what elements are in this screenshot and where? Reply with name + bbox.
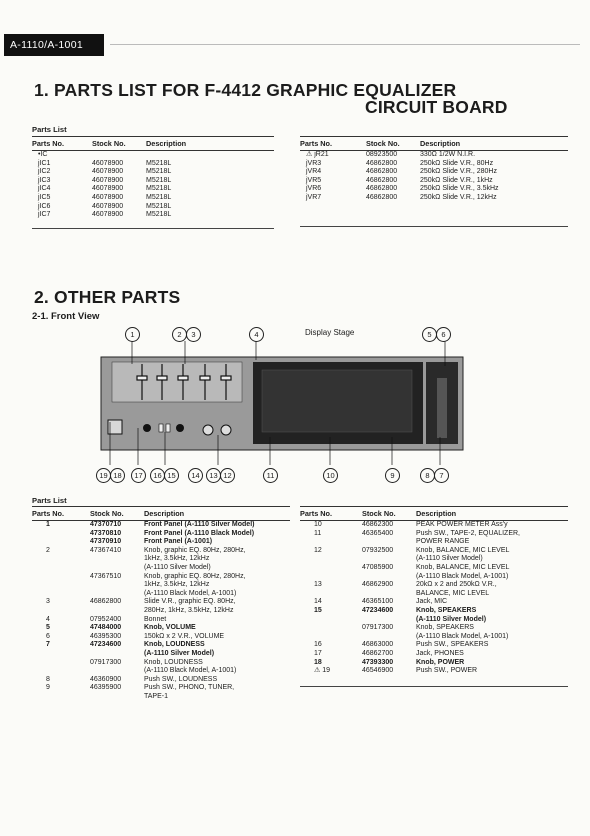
- parts-no-cell: 3: [46, 598, 50, 606]
- table-row: [300, 547, 568, 556]
- table-row: [32, 203, 274, 212]
- description-cell: Knob, BALANCE, MIC LEVEL: [416, 563, 510, 571]
- parts-no-cell: [32, 693, 90, 702]
- mic-level-knob: [221, 425, 231, 435]
- description-cell: Push SW., PHONO, TUNER,: [144, 684, 235, 692]
- col-parts-no: Parts No.: [300, 137, 366, 151]
- table-row: [32, 530, 290, 539]
- description-cell: Knob, VOLUME: [144, 624, 196, 632]
- callout-12: 12: [220, 468, 235, 483]
- table-row: [300, 185, 568, 194]
- stock-no-cell: 46365100: [362, 598, 394, 606]
- stock-no-cell: 46862800: [366, 176, 398, 184]
- stock-no-cell: [90, 581, 144, 590]
- parts-no-cell: 8: [46, 675, 50, 683]
- description-cell: 250kΩ Slide V.R., 280Hz: [420, 168, 497, 176]
- callout-17: 17: [131, 468, 146, 483]
- description-cell: Slide V.R., graphic EQ. 80Hz,: [144, 598, 236, 606]
- stock-no-cell: [90, 650, 144, 659]
- description-cell: Front Panel (A-1110 Silver Model): [144, 521, 255, 528]
- stock-no-cell: 46078900: [92, 168, 124, 176]
- table-row: [32, 667, 290, 676]
- description-cell: (A-1110 Black Model, A-1001): [416, 632, 509, 640]
- description-cell: PEAK POWER METER Ass'y: [416, 521, 508, 528]
- parts-no-cell: jVR7: [306, 193, 322, 201]
- parts-no-cell: 5: [46, 624, 50, 632]
- callout-13: 13: [206, 468, 221, 483]
- col-stock-no: Stock No.: [92, 137, 146, 151]
- stock-no-cell: 46078900: [92, 176, 124, 184]
- stock-no-cell: 07917300: [90, 658, 122, 666]
- table-row: [300, 641, 568, 650]
- description-cell: 150kΩ x 2 V.R., VOLUME: [144, 632, 225, 640]
- description-cell: (A-1110 Black Model, A-1001): [144, 589, 237, 597]
- table-row: [300, 667, 568, 676]
- description-cell: POWER RANGE: [416, 538, 470, 546]
- parts-no-cell: [32, 659, 90, 668]
- description-cell: Push SW., POWER: [416, 667, 478, 675]
- table-row: [300, 650, 568, 659]
- parts-no-cell: 1: [46, 521, 50, 528]
- parts-no-cell: [300, 633, 362, 642]
- table-row: [32, 564, 290, 573]
- description-cell: (A-1110 Silver Model): [416, 555, 483, 563]
- parts-no-cell: ⚠ 19: [314, 667, 331, 675]
- description-cell: Jack, MIC: [416, 598, 448, 606]
- description-cell: Knob, LOUDNESS: [144, 641, 205, 649]
- table-row: [32, 641, 290, 650]
- peak-power-meter: [262, 370, 412, 432]
- callout-8: 8: [420, 468, 435, 483]
- stock-no-cell: [362, 555, 416, 564]
- stock-no-cell: 46546900: [362, 667, 394, 675]
- parts-no-cell: [300, 538, 362, 547]
- parts-no-cell: 15: [314, 606, 322, 614]
- section2-right-rule: [300, 686, 568, 687]
- table-row: [300, 573, 568, 582]
- table-row: [32, 573, 290, 582]
- stock-no-cell: 47370910: [90, 538, 122, 546]
- parts-no-cell: 9: [46, 684, 50, 692]
- callout-2: 2: [172, 327, 187, 342]
- col-parts-no: Parts No.: [300, 507, 362, 521]
- parts-no-cell: 16: [314, 641, 322, 649]
- stock-no-cell: 46078900: [92, 211, 124, 219]
- description-cell: 20kΩ x 2 and 250kΩ V.R.,: [416, 581, 497, 589]
- table-row: [300, 168, 568, 177]
- table-row: [32, 616, 290, 625]
- description-cell: Knob, BALANCE, MIC LEVEL: [416, 546, 510, 554]
- table-row: [32, 160, 274, 169]
- parts-no-cell: jVR6: [306, 185, 322, 193]
- stock-no-cell: 08923500: [366, 151, 398, 158]
- stock-no-cell: 07917300: [362, 624, 394, 632]
- description-cell: M5218L: [146, 202, 172, 210]
- parts-no-cell: [32, 573, 90, 582]
- description-cell: Knob, graphic EQ. 80Hz, 280Hz,: [144, 572, 246, 580]
- table-row: [32, 211, 274, 220]
- description-cell: 1kHz, 3.5kHz, 12kHz: [144, 581, 210, 589]
- description-cell: Front Panel (A-1001): [144, 538, 213, 546]
- stock-no-cell: [90, 590, 144, 599]
- stock-no-cell: 07952400: [90, 615, 122, 623]
- description-cell: (A-1110 Black Model, A-1001): [144, 667, 237, 675]
- stock-no-cell: 47085900: [362, 563, 394, 571]
- parts-no-cell: [32, 530, 90, 539]
- callout-15: 15: [164, 468, 179, 483]
- col-parts-no: Parts No.: [32, 137, 92, 151]
- stock-no-cell: 47367510: [90, 572, 122, 580]
- section1-left-rule: [32, 228, 274, 229]
- callout-9: 9: [385, 468, 400, 483]
- col-stock-no: Stock No.: [90, 507, 144, 521]
- table-row: [32, 607, 290, 616]
- front-view-diagram: [90, 322, 490, 486]
- parts-no-cell: 7: [46, 641, 50, 649]
- stock-no-cell: [362, 538, 416, 547]
- stock-no-cell: 47393300: [362, 658, 394, 666]
- stock-no-cell: [90, 555, 144, 564]
- parts-no-cell: [32, 564, 90, 573]
- table-row: [32, 633, 290, 642]
- table-row: [32, 590, 290, 599]
- parts-no-cell: 4: [46, 615, 50, 623]
- stock-no-cell: 46862300: [362, 521, 394, 528]
- table-row: [300, 564, 568, 573]
- description-cell: 250kΩ Slide V.R., 1kHz: [420, 176, 493, 184]
- stock-no-cell: [362, 573, 416, 582]
- parts-no-cell: [32, 650, 90, 659]
- parts-no-cell: [300, 573, 362, 582]
- description-cell: M5218L: [146, 211, 172, 219]
- description-cell: TAPE-1: [144, 692, 168, 700]
- table-row: [300, 521, 568, 530]
- stock-no-cell: 46078900: [92, 159, 124, 167]
- table-row: [32, 693, 290, 702]
- parts-no-cell: 17: [314, 649, 322, 657]
- table-row: [300, 160, 568, 169]
- parts-no-cell: ⚠ jR21: [306, 151, 329, 158]
- description-cell: Knob, SPEAKERS: [416, 606, 477, 614]
- stock-no-cell: 46862800: [90, 598, 122, 606]
- parts-no-cell: jIC7: [38, 211, 51, 219]
- stock-no-cell: 47234600: [90, 641, 122, 649]
- description-cell: Front Panel (A-1110 Black Model): [144, 529, 255, 537]
- stock-no-cell: 46862900: [362, 581, 394, 589]
- table-row: [300, 607, 568, 616]
- description-cell: 330Ω 1/2W N.I.R.: [420, 151, 476, 158]
- table-row: [300, 616, 568, 625]
- parts-no-cell: [300, 564, 362, 573]
- parts-no-cell: [300, 616, 362, 625]
- parts-no-cell: •IC: [38, 151, 48, 158]
- speakers-switch-a: [159, 424, 163, 432]
- table-row: [300, 659, 568, 668]
- parts-no-cell: [32, 667, 90, 676]
- table-row: [32, 521, 290, 530]
- stock-no-cell: 46862800: [366, 168, 398, 176]
- description-cell: 280Hz, 1kHz, 3.5kHz, 12kHz: [144, 606, 234, 614]
- stock-no-cell: [90, 607, 144, 616]
- phones-jack: [143, 424, 151, 432]
- description-cell: [146, 151, 274, 160]
- parts-no-cell: jIC1: [38, 159, 51, 167]
- display-stage-label: Display Stage: [305, 328, 355, 337]
- callout-16: 16: [150, 468, 165, 483]
- equalizer-panel: [112, 362, 242, 402]
- balance-knob: [203, 425, 213, 435]
- table-row: [32, 659, 290, 668]
- parts-no-cell: jIC5: [38, 193, 51, 201]
- table-row: [300, 581, 568, 590]
- stock-no-cell: [362, 633, 416, 642]
- table-row: [32, 194, 274, 203]
- col-description: Description: [146, 137, 274, 151]
- parts-no-cell: 13: [314, 581, 322, 589]
- table-row: [32, 151, 274, 160]
- table-row: [32, 676, 290, 685]
- description-cell: M5218L: [146, 193, 172, 201]
- table-row: [32, 185, 274, 194]
- stock-no-cell: [90, 667, 144, 676]
- section1-left-table: [32, 136, 274, 220]
- stock-no-cell: 46078900: [92, 185, 124, 193]
- description-cell: BALANCE, MIC LEVEL: [416, 589, 490, 597]
- section2-left-table: [32, 506, 290, 701]
- callout-5: 5: [422, 327, 437, 342]
- parts-no-cell: 10: [314, 521, 322, 528]
- stock-no-cell: 46078900: [92, 202, 124, 210]
- parts-no-cell: jIC2: [38, 168, 51, 176]
- table-row: [32, 555, 290, 564]
- header-rule: [110, 44, 580, 45]
- table-row: [300, 538, 568, 547]
- parts-no-cell: 2: [46, 546, 50, 554]
- table-row: [300, 177, 568, 186]
- stock-no-cell: 47484000: [90, 624, 122, 632]
- col-description: Description: [420, 137, 568, 151]
- description-cell: (A-1110 Black Model, A-1001): [416, 572, 509, 580]
- stock-no-cell: 07932500: [362, 546, 394, 554]
- description-cell: 250kΩ Slide V.R., 80Hz: [420, 159, 494, 167]
- stock-no-cell: 46395900: [90, 684, 122, 692]
- callout-3: 3: [186, 327, 201, 342]
- table-row: [300, 530, 568, 539]
- section1-title-line2: CIRCUIT BOARD: [365, 97, 508, 117]
- parts-no-cell: 12: [314, 546, 322, 554]
- section2-caption: Parts List: [32, 496, 67, 505]
- description-cell: Knob, LOUDNESS: [144, 658, 203, 666]
- stock-no-cell: 47370710: [90, 521, 122, 528]
- description-cell: M5218L: [146, 185, 172, 193]
- parts-no-cell: [32, 607, 90, 616]
- callout-1: 1: [125, 327, 140, 342]
- parts-no-cell: [32, 538, 90, 547]
- description-cell: (A-1110 Silver Model): [144, 649, 215, 657]
- parts-no-cell: jIC3: [38, 176, 51, 184]
- table-row: [300, 633, 568, 642]
- table-row: [32, 684, 290, 693]
- section1-title: 1. PARTS LIST FOR F-4412 GRAPHIC EQUALIZER: [34, 80, 457, 100]
- parts-no-cell: [300, 624, 362, 633]
- table-row: [32, 538, 290, 547]
- description-cell: 250kΩ Slide V.R., 3.5kHz: [420, 185, 499, 193]
- parts-no-cell: [32, 555, 90, 564]
- volume-knob: [437, 378, 447, 438]
- col-stock-no: Stock No.: [362, 507, 416, 521]
- speakers-switch-b: [166, 424, 170, 432]
- description-cell: Knob, POWER: [416, 658, 465, 666]
- model-label: A-1110/A-1001: [4, 34, 104, 56]
- table-row: [32, 177, 274, 186]
- table-row: [32, 624, 290, 633]
- table-row: [300, 624, 568, 633]
- stock-no-cell: 47234600: [362, 606, 394, 614]
- col-description: Description: [416, 507, 568, 521]
- col-stock-no: Stock No.: [366, 137, 420, 151]
- parts-no-cell: 11: [314, 529, 322, 537]
- parts-no-cell: [300, 555, 362, 564]
- stock-no-cell: 46862700: [362, 649, 394, 657]
- stock-no-cell: 46862800: [366, 185, 398, 193]
- stock-no-cell: 46862800: [366, 193, 398, 201]
- col-parts-no: Parts No.: [32, 507, 90, 521]
- description-cell: Bonnet: [144, 615, 167, 623]
- table-row: [300, 590, 568, 599]
- table-row: [32, 581, 290, 590]
- table-row: [300, 151, 568, 160]
- table-row: [32, 547, 290, 556]
- parts-no-cell: jIC6: [38, 202, 51, 210]
- parts-no-cell: [300, 590, 362, 599]
- description-cell: Knob, graphic EQ. 80Hz, 280Hz,: [144, 546, 246, 554]
- callout-18: 18: [110, 468, 125, 483]
- section2-title: 2. OTHER PARTS: [34, 287, 181, 307]
- description-cell: Push SW., SPEAKERS: [416, 641, 489, 649]
- description-cell: Jack, PHONES: [416, 649, 464, 657]
- description-cell: M5218L: [146, 168, 172, 176]
- stock-no-cell: 46862800: [366, 159, 398, 167]
- section1-caption: Parts List: [32, 125, 67, 134]
- stock-no-cell: 47367410: [90, 546, 122, 554]
- parts-no-cell: 6: [46, 632, 50, 640]
- parts-no-cell: jVR3: [306, 159, 322, 167]
- callout-7: 7: [434, 468, 449, 483]
- parts-no-cell: [32, 590, 90, 599]
- callout-19: 19: [96, 468, 111, 483]
- callout-4: 4: [249, 327, 264, 342]
- stock-no-cell: 46078900: [92, 193, 124, 201]
- col-description: Description: [144, 507, 290, 521]
- description-cell: M5218L: [146, 176, 172, 184]
- description-cell: Push SW., TAPE-2, EQUALIZER,: [416, 529, 520, 537]
- description-cell: (A-1110 Silver Model): [416, 615, 487, 623]
- callout-6: 6: [436, 327, 451, 342]
- description-cell: Knob, SPEAKERS: [416, 624, 474, 632]
- section2-right-table: [300, 506, 568, 676]
- description-cell: 1kHz, 3.5kHz, 12kHz: [144, 555, 210, 563]
- stock-no-cell: [92, 151, 146, 160]
- stock-no-cell: 46365400: [362, 529, 394, 537]
- stock-no-cell: 46395300: [90, 632, 122, 640]
- callout-14: 14: [188, 468, 203, 483]
- stock-no-cell: [362, 616, 416, 625]
- callout-10: 10: [323, 468, 338, 483]
- section1-right-table: [300, 136, 568, 203]
- table-row: [300, 598, 568, 607]
- description-cell: (A-1110 Silver Model): [144, 563, 211, 571]
- table-row: [32, 168, 274, 177]
- section1-right-rule: [300, 226, 568, 227]
- stock-no-cell: [90, 564, 144, 573]
- table-row: [300, 194, 568, 203]
- stock-no-cell: [362, 590, 416, 599]
- stock-no-cell: 46863000: [362, 641, 394, 649]
- description-cell: 250kΩ Slide V.R., 12kHz: [420, 193, 497, 201]
- table-row: [32, 598, 290, 607]
- parts-no-cell: jIC4: [38, 185, 51, 193]
- mic-jack: [176, 424, 184, 432]
- parts-no-cell: 18: [314, 658, 322, 666]
- front-view-subtitle: 2-1. Front View: [32, 311, 100, 322]
- callout-11: 11: [263, 468, 278, 483]
- parts-no-cell: 14: [314, 598, 322, 606]
- parts-no-cell: [32, 581, 90, 590]
- table-row: [32, 650, 290, 659]
- parts-no-cell: jVR5: [306, 176, 322, 184]
- description-cell: Push SW., LOUDNESS: [144, 675, 218, 683]
- table-row: [300, 555, 568, 564]
- stock-no-cell: 46360900: [90, 675, 122, 683]
- stock-no-cell: 47370810: [90, 529, 122, 537]
- parts-no-cell: jVR4: [306, 168, 322, 176]
- stock-no-cell: [90, 693, 144, 702]
- description-cell: M5218L: [146, 159, 172, 167]
